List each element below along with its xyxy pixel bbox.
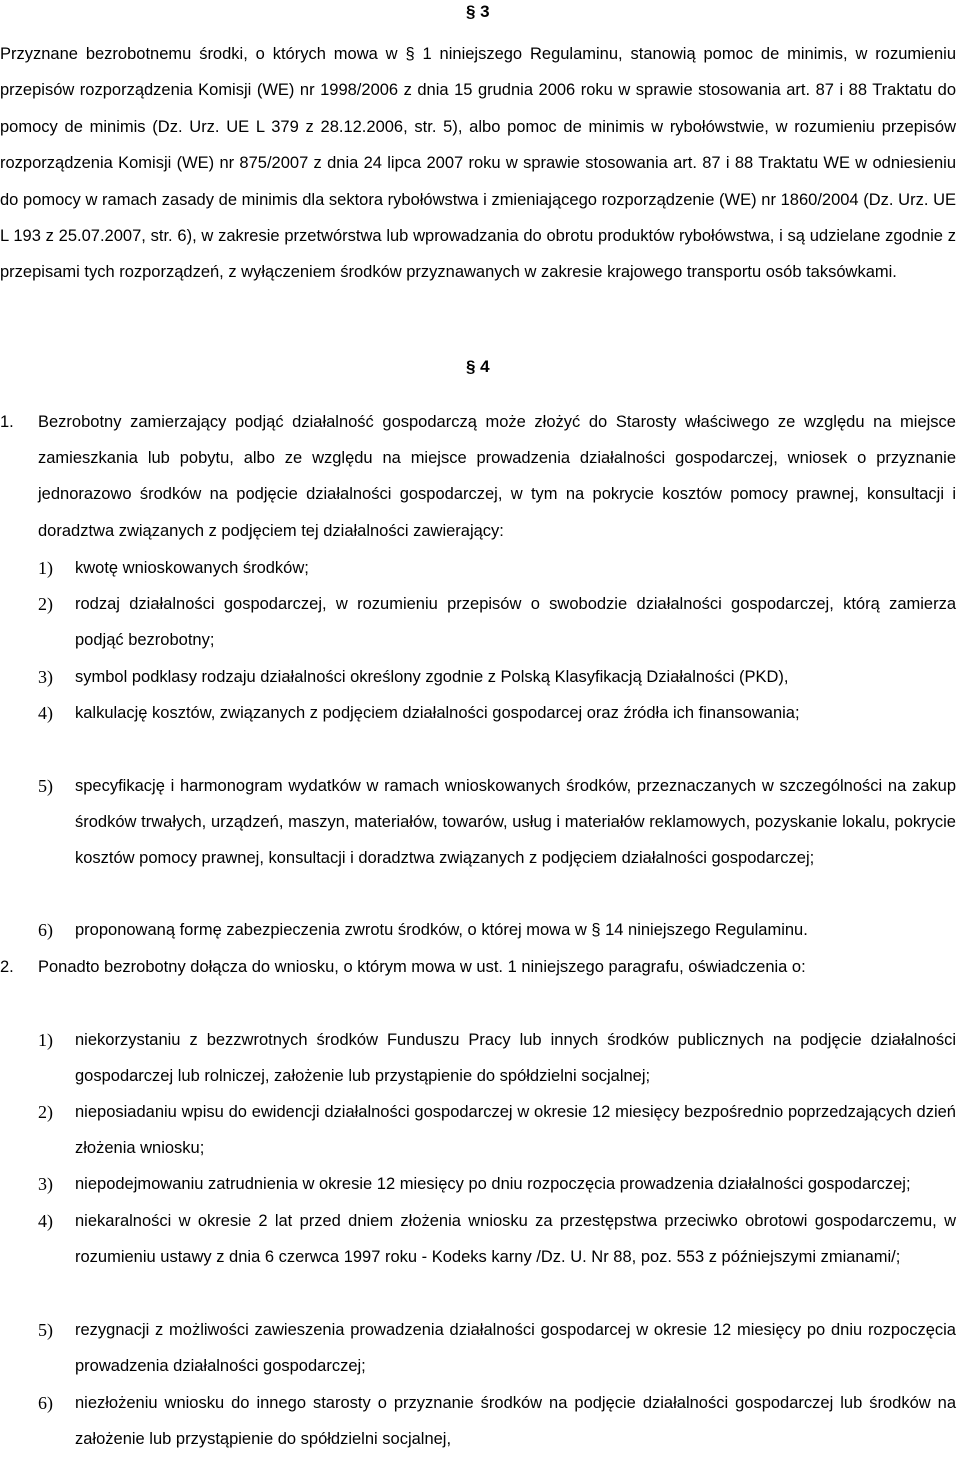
list-item-text: nieposiadaniu wpisu do ewidencji działalności gospodarczej w okresie 12 miesięcy bezpośrednio poprzedzających dzień złożenia wniosku; xyxy=(75,1103,956,1158)
section-4-heading: § 4 xyxy=(466,357,490,376)
list-item xyxy=(0,550,956,586)
list-item xyxy=(0,695,956,731)
list-item-number: 6) xyxy=(38,1393,53,1413)
section-3-heading: § 3 xyxy=(466,2,490,21)
list-item-number: 5) xyxy=(38,1320,53,1340)
list-item-number: 3) xyxy=(38,667,53,687)
list-item-number: 3) xyxy=(38,1174,53,1194)
list-item-text: rodzaj działalności gospodarczej, w rozumieniu przepisów o swobodzie działalności gospodarczej, którą zamierza podjąć bezrobotny; xyxy=(75,595,956,650)
list-item xyxy=(0,912,956,948)
list-item xyxy=(0,1203,956,1275)
paragraph-1 xyxy=(0,404,956,549)
list-item-number: 6) xyxy=(38,920,53,940)
list-item xyxy=(0,768,956,877)
list-item xyxy=(0,659,956,695)
section-3-paragraph: Przyznane bezrobotnemu środki, o których mowa w § 1 niniejszego Regulaminu, stanowią pomoc de minimis, w rozumieniu przepisów rozporządzenia Komisji (WE) nr 1998/2006 z dnia 15 grudnia 2006 roku w sprawie stosowania art. 87 i 88 Traktatu do pomocy de minimis (Dz. Urz. UE L 379 z 28.12.2006, str. 5), albo pomoc de minimis w rybołówstwie, w rozumieniu przepisów rozporządzenia Komisji (WE) nr 875/2007 z dnia 24 lipca 2007 roku w sprawie stosowania art. 87 i 88 Traktatu WE w odniesieniu do pomocy w ramach zasady de minimis dla sektora rybołówstwa i zmieniającego rozporządzenie (WE) nr 1860/2004 (Dz. Urz. UE L 193 z 25.07.2007, str. 6), w zakresie przetwórstwa lub wprowadzania do obrotu produktów rybołówstwa, i są udzielane zgodnie z przepisami tych rozporządzeń, z wyłączeniem środków przyznawanych w zakresie krajowego transportu osób taksówkami. xyxy=(0,45,956,282)
list-item-text: niekorzystaniu z bezzwrotnych środków Funduszu Pracy lub innych środków publicznych na podjęcie działalności gospodarczej lub rolniczej, założenie lub przystąpienie do spółdzielni socjalnej; xyxy=(75,1031,956,1086)
list-item-number: 1) xyxy=(38,558,53,578)
paragraph-2-text: Ponadto bezrobotny dołącza do wniosku, o którym mowa w ust. 1 niniejszego paragrafu, oświadczenia o: xyxy=(38,958,806,976)
paragraph-2-number: 2. xyxy=(0,958,14,976)
list-item-text: kalkulację kosztów, związanych z podjęciem działalności gospodarcej oraz źródła ich finansowania; xyxy=(75,704,800,722)
list-item-number: 5) xyxy=(38,776,53,796)
paragraph-1-number: 1. xyxy=(0,413,14,431)
list-item-text: proponowaną formę zabezpieczenia zwrotu środków, o której mowa w § 14 niniejszego Regulaminu. xyxy=(75,921,808,939)
list-item-text: kwotę wnioskowanych środków; xyxy=(75,559,309,577)
list-item-number: 2) xyxy=(38,1102,53,1122)
list-item-text: niepodejmowaniu zatrudnienia w okresie 12 miesięcy po dniu rozpoczęcia prowadzenia działalności gospodarczej; xyxy=(75,1175,911,1193)
list-item-text: symbol podklasy rodzaju działalności określony zgodnie z Polską Klasyfikacją Działalności (PKD), xyxy=(75,668,789,686)
list-item-text: specyfikację i harmonogram wydatków w ramach wnioskowanych środków, przeznaczanych w szczególności na zakup środków trwałych, urządzeń, maszyn, materiałów, towarów, usług i materiałów reklamowych, pozyskanie lokalu, pokrycie kosztów pomocy prawnej, konsultacji i doradztwa związanych z podjęciem działalności gospodarczej; xyxy=(75,777,956,868)
list-item-text: niekaralności w okresie 2 lat przed dniem złożenia wniosku za przestępstwa przeciwko obrotowi gospodarczemu, w rozumieniu ustawy z dnia 6 czerwca 1997 roku - Kodeks karny /Dz. U. Nr 88, poz. 553 z późniejszymi zmianami/; xyxy=(75,1212,956,1267)
list-item-number: 4) xyxy=(38,703,53,723)
list-item xyxy=(0,586,956,658)
paragraph-2 xyxy=(0,949,956,985)
list-item-number: 1) xyxy=(38,1030,53,1050)
list-item-text: niezłożeniu wniosku do innego starosty o przyznanie środków na podjęcie działalności gospodarczej lub środków na założenie lub przystąpienie do spółdzielni socjalnej, xyxy=(75,1394,956,1449)
paragraph-1-text: Bezrobotny zamierzający podjąć działalność gospodarczą może złożyć do Starosty właściwego ze względu na miejsce zamieszkania lub pobytu, albo ze względu na miejsce prowadzenia działalności gospodarczej, wniosek o przyznanie jednorazowo środków na podjęcie działalności gospodarczej, w tym na pokrycie kosztów pomocy prawnej, konsultacji i doradztwa związanych z podjęciem tej działalności zawierający: xyxy=(38,413,956,540)
list-item-number: 4) xyxy=(38,1211,53,1231)
list-item-text: rezygnacji z możliwości zawieszenia prowadzenia działalności gospodarcej w okresie 12 miesięcy po dniu rozpoczęcia prowadzenia działalności gospodarczej; xyxy=(75,1321,956,1376)
list-item xyxy=(0,1385,956,1457)
list-item xyxy=(0,1022,956,1094)
list-item xyxy=(0,1166,956,1202)
list-item-number: 2) xyxy=(38,594,53,614)
list-item xyxy=(0,1094,956,1166)
list-item xyxy=(0,1312,956,1384)
